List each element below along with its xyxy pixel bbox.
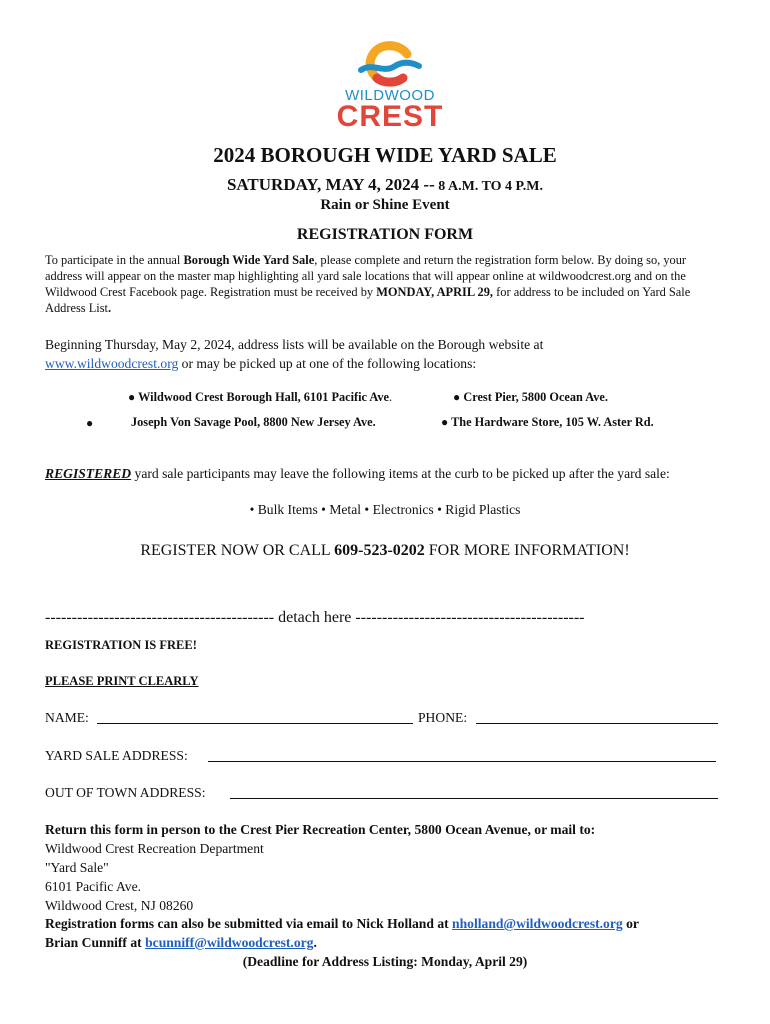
- location-crest-pier: [453, 390, 608, 405]
- yard-sale-address-field[interactable]: [208, 761, 716, 762]
- wildwood-crest-logo: [335, 40, 445, 132]
- logo-wordmark-bottom: CREST: [336, 100, 444, 133]
- address-lists-paragraph: [45, 335, 725, 373]
- logo-wordmark-top: WILDWOOD: [345, 87, 435, 104]
- event-date-main: SATURDAY, MAY 4, 2024 --: [226, 175, 435, 194]
- phone-label: PHONE:: [418, 710, 468, 725]
- rain-or-shine: Rain or Shine Event: [320, 197, 450, 213]
- bullet-icon: ●: [128, 390, 136, 404]
- intro-period: .: [107, 301, 112, 315]
- registration-free: REGISTRATION IS FREE!: [45, 638, 197, 652]
- intro-paragraph: [45, 252, 725, 316]
- document-title: 2024 BOROUGH WIDE YARD SALE: [213, 143, 557, 167]
- location-borough-hall: [128, 390, 392, 405]
- email-text-2: or: [622, 916, 639, 931]
- call-text: REGISTER NOW OR CALL: [140, 542, 335, 559]
- out-of-town-address-label: OUT OF TOWN ADDRESS:: [45, 785, 206, 800]
- location-pool: Joseph Von Savage Pool, 8800 New Jersey Ave.: [131, 415, 376, 429]
- bullet-icon: ●: [441, 415, 449, 429]
- lists-text: Beginning Thursday, May 2, 2024, address lists will be available on the Borough website at: [45, 337, 544, 352]
- form-title: REGISTRATION FORM: [296, 226, 474, 243]
- mail-address-line-1: Wildwood Crest Recreation Department: [45, 841, 264, 856]
- email-text: Registration forms can also be submitted via email to Nick Holland at: [45, 916, 453, 931]
- phone-number: 609-523-0202: [334, 542, 425, 559]
- location-label: Crest Pier, 5800 Ocean Ave.: [463, 390, 608, 404]
- curb-items: • Bulk Items • Metal • Electronics • Rigid Plastics: [249, 502, 521, 517]
- location-dot: .: [388, 390, 393, 404]
- call-text-2: FOR MORE INFORMATION!: [424, 542, 630, 559]
- event-time: 8 A.M. TO 4 P.M.: [434, 179, 544, 194]
- intro-text-3: for address to be included on Yard Sale Address List: [45, 285, 691, 315]
- name-field[interactable]: [97, 723, 413, 724]
- intro-event-name: Borough Wide Yard Sale: [183, 253, 315, 267]
- intro-text: To participate in the annual: [45, 253, 184, 267]
- email-link-bcunniff[interactable]: bcunniff@wildwoodcrest.org: [145, 935, 314, 950]
- email-line-2: [45, 935, 317, 951]
- email-period: .: [313, 935, 317, 950]
- yard-sale-address-label: YARD SALE ADDRESS:: [45, 748, 188, 763]
- email-link-nholland[interactable]: nholland@wildwoodcrest.org: [452, 916, 623, 931]
- logo-emblem-icon: [335, 40, 445, 90]
- curb-paragraph: [45, 464, 725, 483]
- mail-address-line-4: Wildwood Crest, NJ 08260: [45, 898, 194, 913]
- location-label: The Hardware Store, 105 W. Aster Rd.: [451, 415, 654, 429]
- print-clearly: PLEASE PRINT CLEARLY: [45, 674, 199, 688]
- intro-text-2: , please complete and return the registration form below. By doing so, your address will appear on the master map highlighting all yard sale locations that will appear online at wildwoodcrest.org and on the Wildwood Crest Facebook page. Registration must be received by: [45, 253, 687, 299]
- email-line-1: [45, 916, 639, 932]
- phone-field[interactable]: [476, 723, 718, 724]
- mail-address-line-2: "Yard Sale": [45, 860, 109, 875]
- deadline-note: (Deadline for Address Listing: Monday, April 29): [242, 954, 528, 969]
- event-date: [0, 175, 770, 195]
- return-heading: Return this form in person to the Crest Pier Recreation Center, 5800 Ocean Avenue, or mail to:: [45, 822, 596, 837]
- name-label: NAME:: [45, 710, 89, 725]
- website-link[interactable]: www.wildwoodcrest.org: [45, 356, 179, 371]
- detach-line: ------------------------------------------- detach here -------------------------------------------: [45, 609, 585, 626]
- location-hardware-store: [441, 415, 654, 430]
- registered-label: REGISTERED: [45, 466, 132, 481]
- lists-text-2: or may be picked up at one of the following locations:: [178, 356, 477, 371]
- bullet-icon: ●: [86, 416, 94, 430]
- call-to-action: [0, 542, 770, 560]
- intro-deadline: MONDAY, APRIL 29,: [376, 285, 494, 299]
- mail-address-line-3: 6101 Pacific Ave.: [45, 879, 142, 894]
- bullet-icon: ●: [453, 390, 461, 404]
- location-label: Wildwood Crest Borough Hall, 6101 Pacific Ave: [138, 390, 389, 404]
- email-text-3: Brian Cunniff at: [45, 935, 146, 950]
- curb-text: yard sale participants may leave the following items at the curb to be picked up after the yard sale:: [131, 466, 670, 481]
- out-of-town-address-field[interactable]: [230, 798, 718, 799]
